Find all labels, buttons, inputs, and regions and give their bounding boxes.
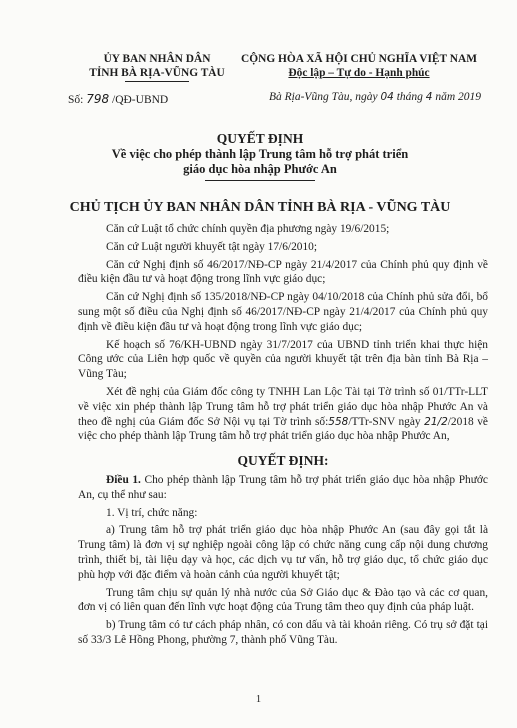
authority-heading: CHỦ TỊCH ỦY BAN NHÂN DÂN TỈNH BÀ RỊA - VŨNG TÀU	[69, 200, 451, 215]
number-suffix: /QĐ-UBND	[112, 94, 169, 106]
title-line-1: QUYẾT ĐỊNH	[216, 131, 304, 146]
legal-basis-1: Căn cứ Luật tổ chức chính quyền địa phương ngày 19/6/2015;	[106, 223, 390, 235]
item-1-a: a) Trung tâm hỗ trợ phát triển giáo dục hòa nhập Phước An (sau đây gọi tắt là Trung tâm) là đơn vị sự nghiệp ngoài công lập có chức năng cung cấp nội dung chương trình, thiết bị, tài liệu dạy và học, các dịch vụ tư vấn, hỗ trợ giáo dục, tổ chức giáo dục phù hợp với đặc điểm và hoàn cảnh của người khuyết tật;	[78, 524, 488, 581]
date-month: 4	[425, 91, 433, 103]
title-line-3: giáo dục hòa nhập Phước An	[183, 162, 337, 176]
document-number	[68, 92, 168, 106]
item-1-b: b) Trung tâm có tư cách pháp nhân, có con dấu và tài khoản riêng. Có trụ sở đặt tại số 33/3 Lê Hồng Phong, phường 7, thành phố Vũng Tàu.	[78, 619, 488, 646]
proposal-paragraph	[78, 385, 488, 444]
title-underline	[205, 180, 315, 181]
issue-date	[250, 91, 500, 103]
article-1	[78, 473, 488, 503]
number-handwritten: 798	[86, 92, 110, 106]
item-1-a-continued: Trung tâm chịu sự quản lý nhà nước của Sở Giáo dục & Đào tạo và các cơ quan, đơn vị có liên quan đến lĩnh vực hoạt động của Trung tâm theo quy định của pháp luật.	[78, 586, 488, 614]
proposal-part-2: /TTr-SNV ngày	[348, 415, 421, 428]
article-1-label: Điều 1.	[106, 473, 141, 486]
number-prefix: Số:	[68, 94, 84, 106]
decision-heading: QUYẾT ĐỊNH:	[237, 453, 329, 469]
date-mid: tháng	[396, 91, 423, 103]
decision-title	[40, 130, 480, 181]
issuer-line-1: ỦY BAN NHÂN DÂN	[103, 53, 211, 65]
item-1-heading: 1. Vị trí, chức năng:	[106, 506, 198, 519]
issuer-underline	[125, 81, 189, 82]
national-motto-block	[228, 52, 490, 80]
proposal-part-3: /2018 về việc cho phép thành lập Trung tâm hỗ trợ phát triển giáo dục hòa nhập Phước An,	[78, 415, 488, 443]
date-suffix: năm 2019	[435, 91, 482, 103]
motto: Độc lập – Tự do - Hạnh phúc	[288, 67, 430, 79]
proposal-handwritten-number: 558	[328, 415, 349, 428]
legal-basis-5: Kế hoạch số 76/KH-UBND ngày 31/7/2017 của UBND tỉnh triển khai thực hiện Công ước của Liên hợp quốc về quyền của người khuyết tật trên địa bàn tỉnh Bà Rịa – Vũng Tàu;	[78, 338, 488, 381]
date-prefix: Bà Rịa-Vũng Tàu, ngày	[268, 91, 378, 103]
country-name: CỘNG HÒA XÃ HỘI CHỦ NGHĨA VIỆT NAM	[241, 53, 477, 65]
proposal-part-1: Xét đề nghị của Giám đốc công ty TNHH Lan Lộc Tài tại Tờ trình số 01/TTr-LLT về việc xin phép thành lập Trung tâm hỗ trợ phát triển giáo dục hòa nhập Phước An và theo đề nghị của Giám đốc Sở Nội vụ tại Tờ trình số:	[78, 385, 488, 428]
proposal-handwritten-date: 21/2	[424, 415, 448, 428]
legal-basis-4: Căn cứ Nghị định số 135/2018/NĐ-CP ngày 04/10/2018 của Chính phủ sửa đổi, bổ sung một số điều của Nghị định số 46/2017/NĐ-CP ngày 21/4/2017 của Chính phủ quy định về điều kiện đầu tư và hoạt động trong lĩnh vực giáo dục;	[78, 291, 488, 333]
legal-basis-2: Căn cứ Luật người khuyết tật ngày 17/6/2010;	[106, 240, 318, 253]
date-day: 04	[380, 91, 394, 103]
title-line-2: Về việc cho phép thành lập Trung tâm hỗ trợ phát triển	[111, 147, 409, 161]
article-1-text: Cho phép thành lập Trung tâm hỗ trợ phát triển giáo dục hòa nhập Phước An, cụ thể như sau:	[78, 473, 488, 501]
page-number: 1	[255, 694, 262, 705]
issuer-line-2: TỈNH BÀ RỊA-VŨNG TÀU	[89, 67, 225, 79]
document-body	[78, 222, 488, 651]
legal-basis-3: Căn cứ Nghị định số 46/2017/NĐ-CP ngày 21/4/2017 của Chính phủ quy định về điều kiện đầu tư và hoạt động trong lĩnh vực giáo dục;	[78, 258, 488, 286]
